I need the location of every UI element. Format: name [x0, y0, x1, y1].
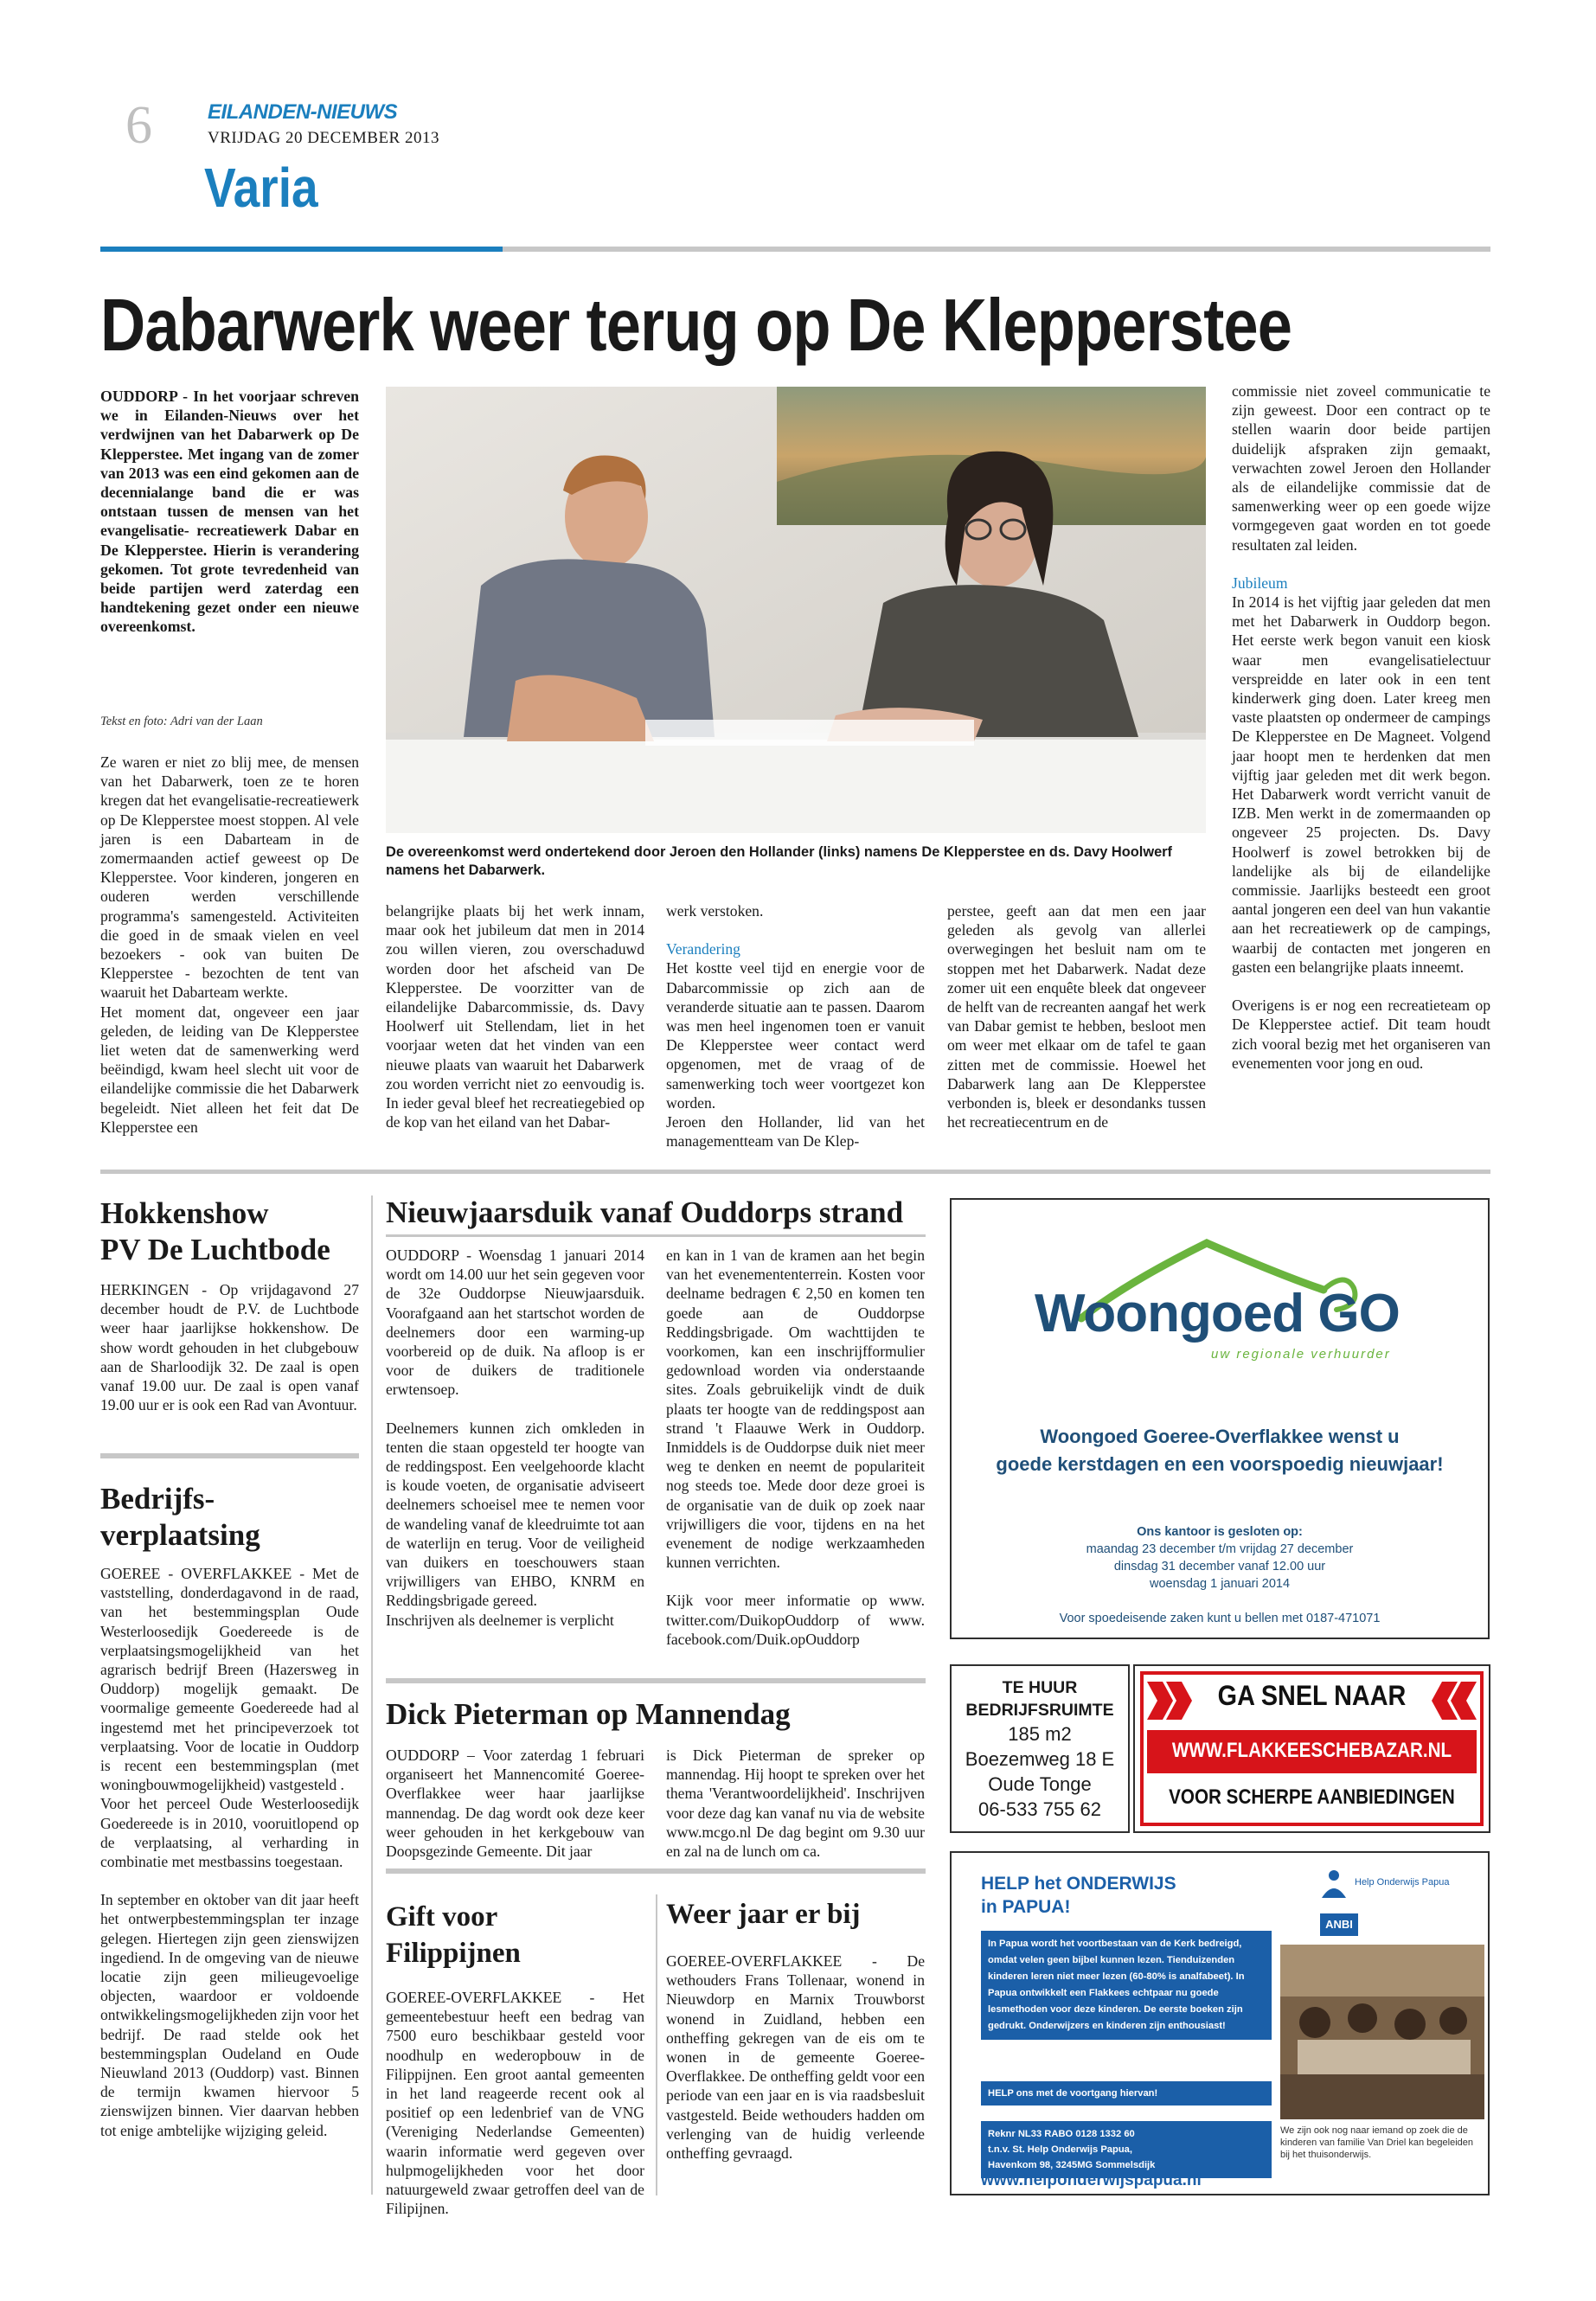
photo-caption: De overeenkomst werd ondertekend door Jeroen den Hollander (links) namens De Klepperstee en ds. Davy Hoolwerf namens het Dabarwerk.: [386, 844, 1173, 878]
divider: [386, 1678, 926, 1683]
issue-date: VRIJDAG 20 DECEMBER 2013: [208, 129, 439, 147]
closed-title: Ons kantoor is gesloten op:: [1137, 1525, 1303, 1539]
woongoed-closed: [952, 1523, 1488, 1593]
paragraph: Het moment dat, ongeveer een jaar geleden, de leiding van De Klepperstee liet weten dat de samenwerking werd beëindigd, kwam heel slecht uit voor de eilandelijke commissie die het Dabarwerk begeleidt. Niet alleen het feit dat De Klepperstee een: [100, 1003, 359, 1136]
huur-line: BEDRIJFSRUIMTE: [965, 1701, 1114, 1720]
closed-line: dinsdag 31 december vanaf 12.00 uur: [1113, 1560, 1326, 1574]
paragraph: Deelnemers kunnen zich omkleden in tenten die staan opgesteld ter hoogte van de reddingspost. Een veelgehoorde klacht is koude voeten, de organisatie adviseert deelnemers schoeisel mee te nemen voor de wandeling vanaf de kleedruimte tot aan de waterlijn en terug. Voor de veiligheid van duikers en toeschouwers staan vrijwilligers van EHBO, KNRM en Reddingsbrigade gereed.: [386, 1419, 644, 1610]
filippijnen-title: [386, 1899, 645, 1971]
huur-line: 06-533 755 62: [978, 1798, 1101, 1820]
huur-title: [952, 1676, 1128, 1721]
closed-line: maandag 23 december t/m vrijdag 27 december: [1086, 1542, 1354, 1556]
mannendag-col1: OUDDORP – Voor zaterdag 1 februari organiseert het Mannencomité Goeree-Overflakkee weer haar jaarlijkse mannendag. De dag wordt ook deze keer weer gehouden in het kerkgebouw van Doopsgezinde Gemeente. Dit jaar: [386, 1747, 644, 1861]
ad-te-huur[interactable]: [950, 1664, 1130, 1833]
divider: [100, 1453, 359, 1458]
page-number: 6: [125, 96, 152, 155]
bank-line: Havenkom 98, 3245MG Sommelsdijk: [988, 2160, 1156, 2170]
mannendag-col2: is Dick Pieterman de spreker op mannendag. Hij hoopt te spreken over het thema 'Verantwoordelijkheid'. Inschrijven voor deze dag kan vanaf nu via de website www.mcgo.nl De dag begint om 9.30 uur en zal na de lunch om ca.: [666, 1747, 925, 1861]
paragraph: en kan in 1 van de kramen aan het begin van het evenemententerrein. Kosten voor deelname bedragen € 2,50 en komen ten goede aan de Ouddorpse Reddingsbrigade. Om wachttijden te voorkomen, kan een inschrijfformulier gedownload worden via onderstaande sites. Zoals gebruikelijk vindt de duik plaats ter hoogte van de reddingspost aan strand 't Flaauwe Werk in Ouddorp. Inmiddels is de Ouddorpse duik niet meer weg te denken en neemt de populariteit nog steeds toe. Mede door deze groei is de organisatie van de duik op zoek naar vrijwilligers die voor, tijdens en na het evenement de nodige werkzaamheden kunnen verrichten.: [666, 1247, 925, 1572]
subheading-jubileum: Jubileum: [1232, 574, 1288, 592]
paragraph: GOEREE - OVERFLAKKEE - Met de vaststelling, donderdagavond in de raad, van het bestemmingsplan Oude Westerloosedijk Goedereede is de verplaatsingsmogelijkheid van het agrarisch bedrijf Breen (Hazersweg in Ouddorp) mogelijk gemaakt. De voormalige gemeente Goedereede had al ingestemd met het principeverzoek tot verplaatsing. Voor de locatie in Ouddorp is recent een bestemmingsplan (met woningbouwmogelijkheid) vastgesteld .: [100, 1565, 359, 1794]
divider: [386, 1868, 926, 1874]
mannendag-title: Dick Pieterman op Mannendag: [386, 1697, 791, 1731]
ad-woongoed[interactable]: [950, 1198, 1490, 1639]
papua-title-line: HELP het ONDERWIJS: [981, 1874, 1176, 1894]
title-line: Gift voor: [386, 1901, 498, 1932]
papua-textbox: In Papua wordt het voortbestaan van de Kerk bedreigd, omdat velen geen bijbel kunnen lezen. Tienduizenden kinderen leren niet meer lezen (60-80% is analfabeet). In Papua ontwikkelt een Flakkees echtpaar nu goede lesmethoden voor deze kinderen. De eerste boeken zijn gedrukt. Onderwijzers en kinderen zijn enthousiast!: [981, 1931, 1272, 2040]
article-col4: perstee, geeft aan dat men een jaar geleden als gevolg van allerlei overwegingen het besluit nam om te stoppen met het Dabarwerk. Nadat deze zomer uit een enquête bleek dat ongeveer de helft van de recreanten aangaf het werk van Dabar gemist te hebben, besloot men om weer met elkaar om de tafel te gaan zitten met de commissie. Hoewel het Dabarwerk lang aan De Klepperstee verbonden is, bleek er desondanks tussen het recreatiecentrum en de: [947, 902, 1206, 1131]
hokkenshow-title: [100, 1195, 360, 1268]
papua-photo-caption: We zijn ook nog naar iemand op zoek die de kinderen van familie Van Driel kan begeleiden bij het thuisonderwijs.: [1280, 2125, 1473, 2160]
paragraph: Inschrijven als deelnemer is verplicht: [386, 1611, 614, 1629]
woongoed-brand: [1035, 1283, 1400, 1344]
woongoed-wish: [952, 1423, 1488, 1478]
anbi-badge: ANBI: [1320, 1913, 1358, 1936]
papua-bank: [981, 2121, 1272, 2178]
nieuwjaarsduik-col2: [666, 1246, 925, 1649]
nieuwjaarsduik-col1: [386, 1246, 644, 1630]
huur-line: Boezemweg 18 E: [965, 1748, 1115, 1770]
article-lead: OUDDORP - In het voorjaar schreven we in Eilanden-Nieuws over het verdwijnen van het Dabarwerk op De Klepperstee. Met ingang van de zomer van 2013 was een eind gekomen aan de decennialange band die er was ontstaan tussen de mensen van het evangelisatie- recreatiewerk Dabar en De Klepperstee. Hierin is verandering gekomen. Tot grote tevredenheid van beide partijen werd zaterdag een handtekening gezet onder een nieuwe overeenkomst.: [100, 388, 359, 636]
paragraph: Het kostte veel tijd en energie voor de Dabarcommissie op zich aan de veranderde situatie aan te passen. Daarom was men heel ingenomen toen er vanuit De Klepperstee weer contact werd opgenomen, met de vraag of de samenwerking toch weer voortgezet kon worden.: [666, 959, 925, 1112]
papua-title: [981, 1872, 1176, 1919]
article-col3: [666, 901, 925, 1150]
article-col1: [100, 753, 359, 1137]
subheading-verandering: Verandering: [666, 940, 740, 958]
closed-line: woensdag 1 januari 2014: [1149, 1577, 1291, 1591]
column-rule: [371, 1195, 373, 2195]
title-line: verplaatsing: [100, 1518, 260, 1552]
bank-line: Reknr NL33 RABO 0128 1332 60: [988, 2129, 1135, 2139]
section-rule-blue: [100, 247, 503, 252]
bedrijfsverplaatsing-text: [100, 1564, 359, 2140]
title-line: Filippijnen: [386, 1938, 521, 1969]
section-title: Varia: [204, 157, 318, 219]
article-col2: belangrijke plaats bij het werk innam, maar ook het jubileum dat men in 2014 zou willen vieren, zou overschaduwd worden door het afscheid van De Klepperstee. De voorzitter van de eilandelijke Dabarcommissie, ds. Davy Hoolwerf uit Stellendam, liet in het voorjaar weten dat het vinden van een nieuwe plaats van waaruit het Dabarwerk zou worden verricht niet zo eenvoudig is. In ieder geval bleef het recreatiegebied op de kop van het eiland van het Dabar-: [386, 902, 644, 1131]
papua-title-line: in PAPUA!: [981, 1897, 1071, 1917]
article-credit: Tekst en foto: Adri van der Laan: [100, 715, 263, 728]
woongoed-tagline: uw regionale verhuurder: [1211, 1347, 1391, 1362]
wish-line: goede kerstdagen en een voorspoedig nieuwjaar!: [996, 1453, 1444, 1475]
section-divider: [100, 1170, 1490, 1174]
title-line: Bedrijfs-: [100, 1482, 215, 1516]
ad-flakkeesche-bazar[interactable]: [1133, 1664, 1490, 1833]
papua-logo-icon: [1317, 1867, 1351, 1901]
woongoed-emergency: Voor spoedeisende zaken kunt u bellen met 0187-471071: [1059, 1612, 1381, 1625]
nieuwjaarsduik-title: Nieuwjaarsduik vanaf Ouddorps strand: [386, 1195, 904, 1229]
article-col5: [1232, 381, 1490, 1073]
paragraph: werk verstoken.: [666, 902, 764, 920]
papua-call: HELP ons met de voortgang hiervan!: [981, 2081, 1272, 2106]
paragraph: Voor het perceel Oude Westerloosedijk Goedereede is in 2010, vooruitlopend op de verplaatsing, al verharding in combinatie met mestbassins toegestaan.: [100, 1795, 359, 1871]
filippijnen-text: GOEREE-OVERFLAKKEE - Het gemeentebestuur heeft een bedrag van 7500 euro beschikbaar gesteld voor noodhulp en wederopbouw in de Filippijnen. Een groot aantal gemeenten in het land reageerde recent ook al positief op een ledenbrief van de VNG (Vereniging Nederlandse Gemeenten) waarin informatie werd gegeven over hulpmogelijkheden voor het door natuurgeweld zwaar getroffen deel van de Filipijnen.: [386, 1989, 644, 2218]
paragraph: commissie niet zoveel communicatie te zijn geweest. Door een contract op te stellen waarin door beide partijen duidelijk afspraken zijn gemaakt, verwachten zowel Jeroen den Hollander als de eilandelijke commissie dat de samenwerking weer op een goede wijze vormgegeven gaat worden en tot goede resultaten zal leiden.: [1232, 382, 1490, 554]
paragraph: Jeroen den Hollander, lid van het managementteam van De Klep-: [666, 1113, 925, 1150]
brand-go: GO: [1317, 1284, 1400, 1343]
divider: [386, 1234, 926, 1237]
hokkenshow-text: HERKINGEN - Op vrijdagavond 27 december houdt de P.V. de Luchtbode weer haar jaarlijkse hokkenshow. De show wordt gehouden in het clubgebouw aan de Sharloodijk 32. De zaal is open vanaf 19.00 uur. De zaal is open vanaf 19.00 uur er is ook een Rad van Avontuur.: [100, 1281, 359, 1414]
wish-line: Woongoed Goeree-Overflakkee wenst u: [1040, 1426, 1400, 1447]
brand-word: Woongoed: [1035, 1284, 1304, 1343]
huur-line: TE HUUR: [1002, 1678, 1078, 1697]
title-line: PV De Luchtbode: [100, 1233, 330, 1266]
bazar-url[interactable]: WWW.FLAKKEESCHEBAZAR.NL: [1171, 1739, 1452, 1762]
papua-children-photo: [1280, 1945, 1484, 2119]
papua-logo-text: Help Onderwijs Papua: [1355, 1877, 1450, 1888]
title-line: Hokkenshow: [100, 1196, 269, 1230]
weer-jaar-text: GOEREE-OVERFLAKKEE - De wethouders Frans Tollenaar, wonend in Nieuwdorp en Marnix Trouwborst wonend in Zuidland, hebben een ontheffing gekregen van de eis om te wonen in de gemeente Goeree-Overflakkee. De ontheffing geldt voor een periode van een jaar en is via raadsbesluit vastgesteld. Beide wethouders hadden om verlenging van de huidig verleende ontheffing gevraagd.: [666, 1952, 925, 2163]
ad-help-onderwijs-papua[interactable]: [950, 1851, 1490, 2195]
photo-illustration: [386, 387, 1206, 833]
bedrijfsverplaatsing-title: [100, 1481, 360, 1554]
newspaper-logo: EILANDEN-NIEUWS: [208, 100, 398, 124]
huur-line: Oude Tonge: [988, 1773, 1092, 1795]
papua-url[interactable]: www.helponderwijspapua.nl: [981, 2171, 1202, 2189]
paragraph: Ze waren er niet zo blij mee, de mensen van het Dabarwerk, toen ze te horen kregen dat het evangelisatie-recreatiewerk op De Klepperstee moest stoppen. Al vele jaren is een Dabarteam in de zomermaanden actief geweest op De Klepperstee. Voor kinderen, jongeren en ouderen werden verschillende programma's samengesteld. Activiteiten die goed in de smaak vielen en veel bezoekers - ook van buiten De Klepperstee - bezochten de tent van waaruit het Dabarteam werkte.: [100, 753, 359, 1002]
bazar-tagline: VOOR SCHERPE AANBIEDINGEN: [1169, 1785, 1455, 1809]
article-photo: [386, 387, 1206, 833]
huur-details: [952, 1721, 1128, 1822]
weer-jaar-title: Weer jaar er bij: [666, 1899, 861, 1930]
bank-line: t.n.v. St. Help Onderwijs Papua,: [988, 2144, 1133, 2155]
main-headline: Dabarwerk weer terug op De Klepperstee: [100, 285, 1292, 367]
paragraph: In 2014 is het vijftig jaar geleden dat men met het Dabarwerk in Ouddorp begon. Het eerste werk begon vanuit een kiosk waar men evangelisatielectuur verspreidde en later ook in een tent kinderwerk ging doen. Later kreeg men vaste plaatsten op ondermeer de campings De Klepperstee en De Magneet. Volgend jaar hoopt men te herdenken dat men vijftig jaar geleden met dit werk begon. Het Dabarwerk wordt verricht vanuit de IZB. Men werkt in de zomermaanden op ongeveer 25 projecten. Ds. Davy Hoolwerf is zowel betrokken bij de landelijke als bij de eilandelijke commissie. Jaarlijks besteedt een groot aantal jongeren een deel van hun vakantie aan het recreatiewerk op de campings, waarbij de contacten met jongeren en gasten een belangrijke plaats inneemt.: [1232, 593, 1490, 976]
huur-line: 185 m2: [1008, 1723, 1072, 1745]
column-rule: [656, 1894, 657, 2195]
bazar-headline: GA SNEL NAAR: [1217, 1680, 1407, 1711]
paragraph: Kijk voor meer informatie op www. twitter.com/DuikopOuddorp of www. facebook.com/Duik.opOuddorp: [666, 1592, 925, 1648]
paragraph: OUDDORP - Woensdag 1 januari 2014 wordt om 14.00 uur het sein gegeven voor de 32e Ouddorpse Nieuwjaarsduik. Voorafgaand aan het startschot worden de deelnemers door een warming-up voorbereid op de duik. Na afloop is er voor de duikers de traditionele erwtensoep.: [386, 1247, 644, 1399]
paragraph: Overigens is er nog een recreatieteam op De Klepperstee actief. Dit team houdt zich vooral bezig met het organiseren van evenementen voor jong en oud.: [1232, 997, 1490, 1072]
section-rule-grey: [503, 247, 1490, 252]
paragraph: In september en oktober van dit jaar heeft het ontwerpbestemmingsplan ter inzage gelegen. Hiertegen zijn geen zienswijzen ingediend. In de omgeving van de nieuwe locatie zijn geen milieugevoelige objecten, waardoor er voldoende ontwikkelingsmogelijkheden zijn voor het bedrijf. De raad stelde ook het bestemmingsplan Oudeland en Oude Nieuwland 2013 (Ouddorp) vast. Binnen de termijn kwamen hiervoor 5 zienswijzen binnen. Vier daarvan hebben tot enige ambtelijke wijziging geleid.: [100, 1891, 359, 2139]
